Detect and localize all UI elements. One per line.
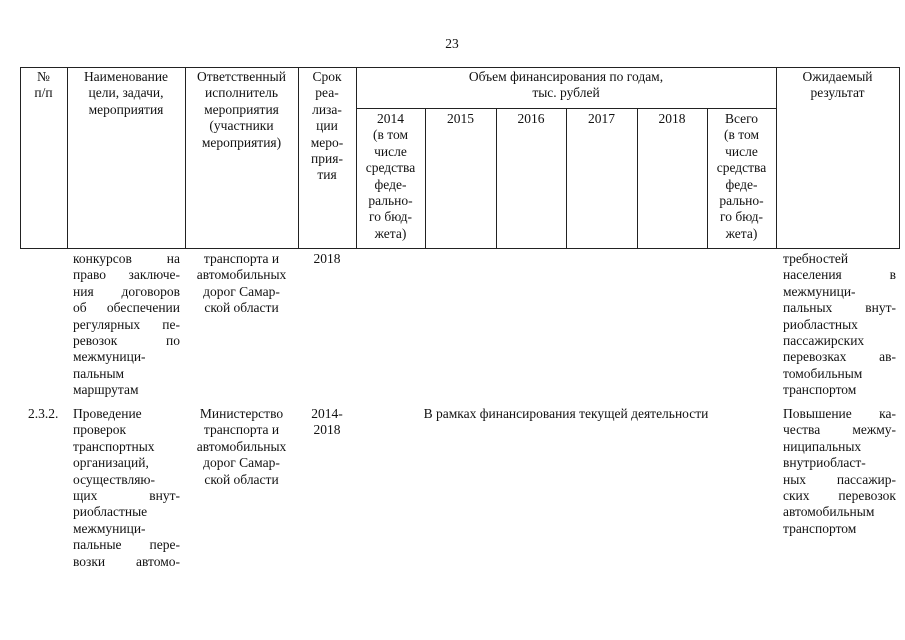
row1-term: 2018 [313,251,341,266]
row1-result: требностей населения в межмуници- пальных внут- риобластных пассажирских перевозках ав- томобильным транспортом [783,251,896,398]
header-term: Срок реа- лиза- ции меро- прия- тия [310,69,344,183]
row2-number: 2.3.2. [28,406,59,421]
header-name: Наименование цели, задачи, мероприятия [83,69,169,117]
header-year-2015: 2015 [447,111,474,126]
table-top-border [20,67,900,68]
row2-responsible: Министерство транспорта и автомобильных дорог Самар- ской области [196,406,287,487]
header-result: Ожидаемый результат [802,69,873,101]
header-total: Всего (в том числе средства феде- рально- го бюд- жета) [716,111,767,241]
row2-funding: В рамках финансирования текущей деятельности [423,406,709,421]
header-responsible: Ответственный исполнитель мероприятия (участники мероприятия) [197,69,286,150]
header-year-2016: 2016 [517,111,545,126]
header-year-2014: 2014 (в том числе средства феде- рально- го бюд- жета) [365,111,416,241]
page-number: 23 [445,36,459,51]
header-year-2018: 2018 [658,111,686,126]
header-bottom-border [20,248,900,249]
col-border [496,108,497,249]
row2-name: Проведение проверок транспортных организаций, осуществляю- щих внут- риобластные межмуници- пальные пере- возки автомо- [73,406,180,569]
col-border [899,67,900,249]
row2-term: 2014- 2018 [311,406,343,438]
col-border [566,108,567,249]
col-border [637,108,638,249]
row1-responsible: транспорта и автомобильных дорог Самар- ской области [196,251,287,316]
header-year-2017: 2017 [588,111,615,126]
header-funding: Объем финансирования по годам, тыс. рублей [468,69,664,101]
col-border [425,108,426,249]
header-num: № п/п [34,69,53,101]
row1-name: конкурсов на право заключе- ния договоров об обеспечении регулярных пе- ревозок по межмуници- пальным маршрутам [73,251,180,398]
row2-result: Повышение ка- чества межму- ниципальных внутриобласт- ных пассажир- ских перевозок автомобильным транспортом [783,406,896,536]
